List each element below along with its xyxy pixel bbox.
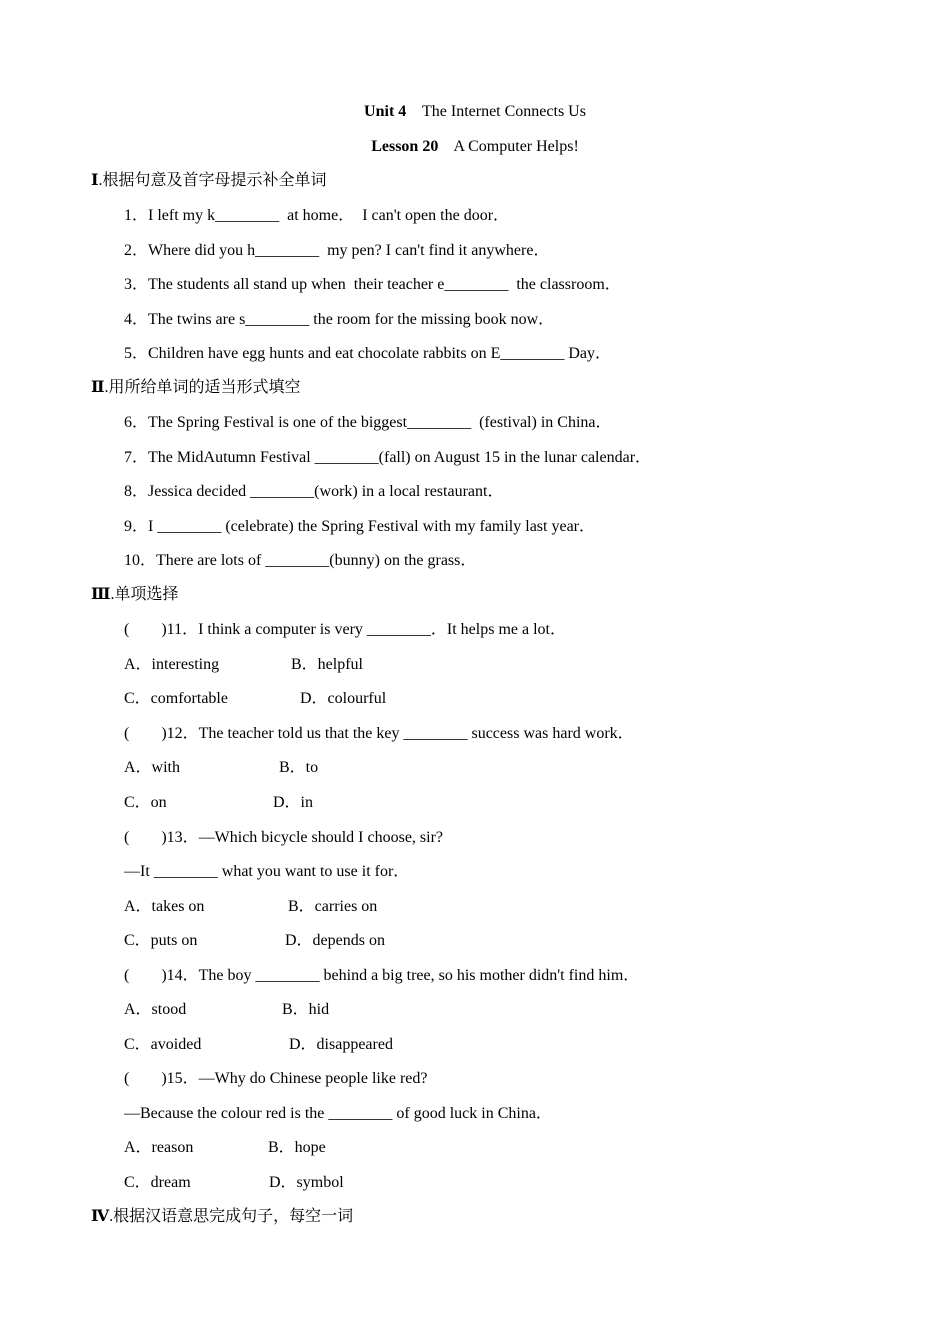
section-1-title: .根据句意及首字母提示补全单词 [98,172,327,189]
question-9: 9．I ________ (celebrate) the Spring Festival with my family last year． [124,518,596,535]
unit-title: The Internet Connects Us [422,103,586,120]
section-1-heading [91,171,327,191]
question-12-option-a: A．with [124,759,181,776]
section-3-title: .单项选择 [110,586,179,603]
question-15-option-d: D．symbol [269,1174,344,1191]
question-14-option-c: C．avoided [124,1036,202,1053]
question-6: 6．The Spring Festival is one of the biggest________ (festival) in China． [124,414,612,431]
section-4-title: .根据汉语意思完成句子，每空一词 [109,1208,354,1225]
question-15-option-a: A．reason [124,1139,194,1156]
lesson-heading [0,137,950,157]
question-12-stem: ( )12．The teacher told us that the key ________ success was hard work． [124,725,634,742]
question-11-option-c: C．comfortable [124,690,228,707]
question-11-option-b: B．helpful [291,656,363,673]
question-12-option-b: B．to [279,759,319,776]
question-13-stem-2: —It ________ what you want to use it for． [124,863,410,880]
question-15-option-b: B．hope [268,1139,326,1156]
question-2: 2．Where did you h________ my pen? I can't find it anywhere． [124,242,550,259]
question-11-option-a: A．interesting [124,656,220,673]
question-15-option-c: C．dream [124,1174,191,1191]
question-15-stem: ( )15．—Why do Chinese people like red? [124,1070,428,1087]
question-12-option-c: C．on [124,794,167,811]
question-12-option-d: D．in [273,794,314,811]
question-1: 1．I left my k________ at home． I can't open the door． [124,207,510,224]
question-7: 7．The MidAutumn Festival ________(fall) on August 15 in the lunar calendar． [124,449,652,466]
section-3-heading [91,585,179,605]
question-13-option-d: D．depends on [285,932,385,949]
section-2-title: .用所给单词的适当形式填空 [104,379,301,396]
question-3: 3．The students all stand up when their teacher e________ the classroom． [124,276,621,293]
section-2-number: Ⅱ [91,379,105,396]
question-11-option-d: D．colourful [300,690,387,707]
question-5: 5．Children have egg hunts and eat chocolate rabbits on E________ Day． [124,345,611,362]
unit-heading [0,102,950,122]
question-13-stem: ( )13．—Which bicycle should I choose, sir? [124,829,444,846]
question-4: 4．The twins are s________ the room for the missing book now． [124,311,555,328]
unit-label: Unit 4 [364,103,407,120]
section-4-number: Ⅳ [91,1208,110,1225]
question-11-stem: ( )11．I think a computer is very ________．It helps me a lot． [124,621,566,638]
question-14-option-a: A．stood [124,1001,187,1018]
question-13-option-c: C．puts on [124,932,198,949]
question-8: 8．Jessica decided ________(work) in a local restaurant． [124,483,504,500]
question-10: 10．There are lots of ________(bunny) on the grass． [124,552,477,569]
section-2-heading [91,378,301,398]
question-13-option-b: B．carries on [288,898,378,915]
lesson-label: Lesson 20 [371,138,439,155]
question-14-stem: ( )14．The boy ________ behind a big tree, so his mother didn't find him． [124,967,640,984]
question-13-option-a: A．takes on [124,898,205,915]
section-3-number: Ⅲ [91,586,111,603]
question-15-stem-2: —Because the colour red is the ________ of good luck in China． [124,1105,552,1122]
lesson-title: A Computer Helps! [453,138,579,155]
question-14-option-d: D．disappeared [289,1036,393,1053]
question-14-option-b: B．hid [282,1001,330,1018]
section-1-number: Ⅰ [91,172,99,189]
section-4-heading [91,1207,353,1227]
